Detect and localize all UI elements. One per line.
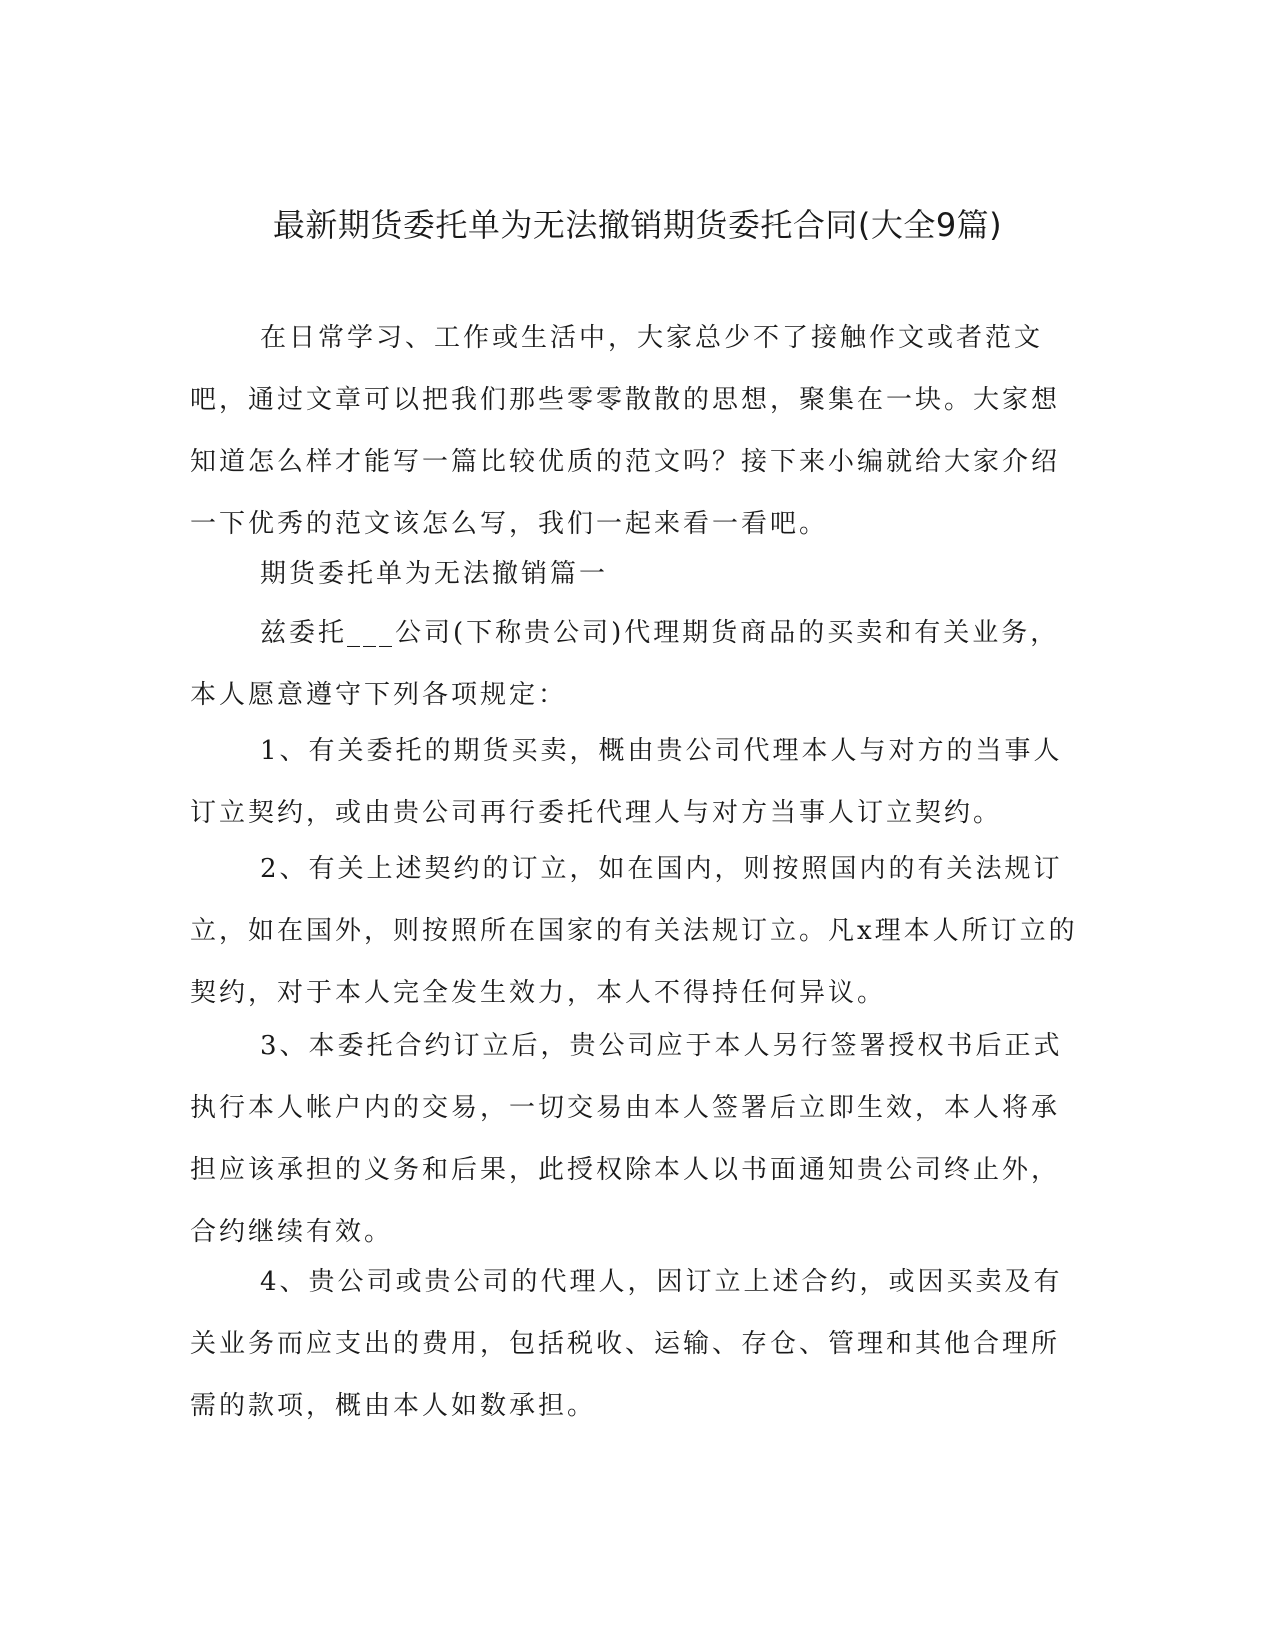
document-title: 最新期货委托单为无法撤销期货委托合同(大全9篇)	[272, 206, 1003, 244]
intro-paragraph: 在日常学习、工作或生活中，大家总少不了接触作文或者范文吧，通过文章可以把我们那些零零散散的思想，聚集在一块。大家想知道怎么样才能写一篇比较优质的范文吗？接下来小编就给大家介绍一下优秀的范文该怎么写，我们一起来看一看吧。	[190, 323, 1061, 539]
clause-1: 1、有关委托的期货买卖，概由贵公司代理本人与对方的当事人订立契约，或由贵公司再行委托代理人与对方当事人订立契约。	[190, 736, 1063, 828]
clause-3: 3、本委托合约订立后，贵公司应于本人另行签署授权书后正式执行本人帐户内的交易，一切交易由本人签署后立即生效，本人将承担应该承担的义务和后果，此授权除本人以书面通知贵公司终止外，合约继续有效。	[190, 1031, 1063, 1247]
paragraph-entrust: 兹委托___公司(下称贵公司)代理期货商品的买卖和有关业务，本人愿意遵守下列各项规定：	[190, 618, 1060, 710]
clause-4: 4、贵公司或贵公司的代理人，因订立上述合约，或因买卖及有关业务而应支出的费用，包括税收、运输、存仓、管理和其他合理所需的款项，概由本人如数承担。	[190, 1267, 1063, 1421]
clause-2: 2、有关上述契约的订立，如在国内，则按照国内的有关法规订立，如在国外，则按照所在国家的有关法规订立。凡x理本人所订立的契约，对于本人完全发生效力，本人不得持任何异议。	[190, 854, 1078, 1008]
section-heading: 期货委托单为无法撤销篇一	[260, 559, 609, 589]
